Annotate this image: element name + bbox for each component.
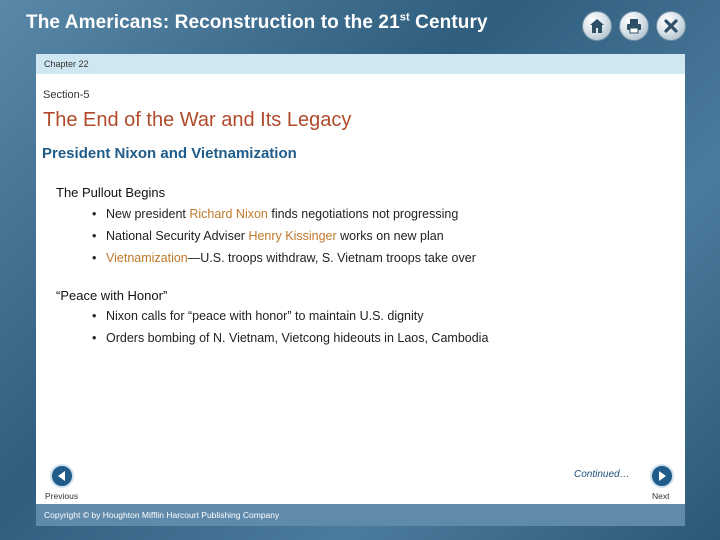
close-icon [662,17,680,35]
next-label[interactable]: Next [652,491,670,501]
print-button[interactable] [619,11,649,41]
app-title: The Americans: Reconstruction to the 21st Century [26,11,488,33]
previous-label[interactable]: Previous [45,491,79,501]
previous-button[interactable] [50,464,74,488]
home-button[interactable] [582,11,612,41]
next-button[interactable] [650,464,674,488]
list-item: • National Security Adviser Henry Kissinger works on new plan [92,229,444,243]
close-button[interactable] [656,11,686,41]
section-label: Section-5 [43,89,90,101]
list-item: • Vietnamization—U.S. troops withdraw, S. Vietnam troops take over [92,251,476,265]
print-icon [625,17,643,35]
toolbar-icons [582,11,686,41]
list-item: • Nixon calls for “peace with honor” to maintain U.S. dignity [92,309,424,323]
topic-title: “Peace with Honor” [56,288,168,303]
list-item: • Orders bombing of N. Vietnam, Vietcong hideouts in Laos, Cambodia [92,331,489,345]
topic-title: The Pullout Begins [56,185,166,200]
arrow-right-icon [656,470,668,482]
list-item: • New president Richard Nixon finds negotiations not progressing [92,207,459,221]
home-icon [588,17,606,35]
content-panel [36,74,685,504]
arrow-left-icon [56,470,68,482]
page-subtitle: President Nixon and Vietnamization [42,145,297,162]
continued-label: Continued… [574,469,630,480]
chapter-bar: Chapter 22 [36,54,685,74]
copyright-footer: Copyright © by Houghton Mifflin Harcourt Publishing Company [36,504,685,526]
page-title: The End of the War and Its Legacy [43,109,352,131]
